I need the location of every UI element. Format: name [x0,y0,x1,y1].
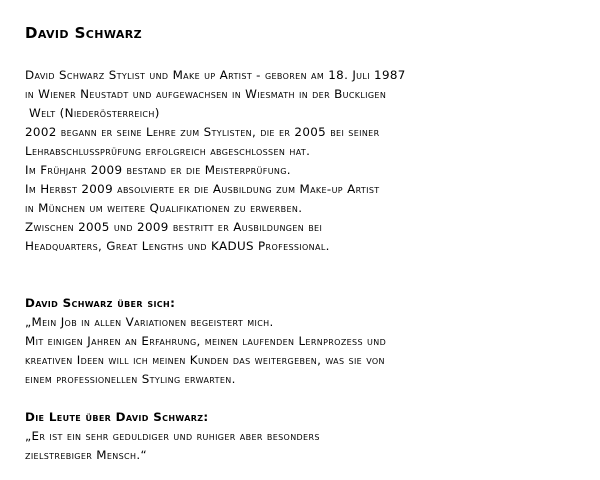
about-self-heading: David Schwarz über sich: [25,296,176,310]
biography-section [25,66,597,256]
spacer [25,389,597,408]
biography-line: Welt (Niederösterreich) [29,106,160,120]
quote-line: zielstrebiger Mensch.“ [25,448,147,462]
page-title: David Schwarz [25,24,143,42]
spacer [25,44,597,66]
others-about-heading: Die Leute über David Schwarz: [25,410,209,424]
biography-line: Headquarters, Great Lengths und KADUS Professional. [25,239,330,253]
biography-line: Im Herbst 2009 absolvierte er die Ausbildung zum Make-up Artist [25,182,380,196]
biography-line: in Wiener Neustadt und aufgewachsen in Wiesmath in der Buckligen [25,87,387,101]
biography-line: in München um weitere Qualifikationen zu erwerben. [25,201,303,215]
about-self-section [25,294,597,389]
biography-line: Lehrabschlussprüfung erfolgreich abgeschlossen hat. [25,144,311,158]
biography-line: Im Frühjahr 2009 bestand er die Meisterprüfung. [25,163,291,177]
biography-line: Zwischen 2005 und 2009 bestritt er Ausbildungen bei [25,220,323,234]
quote-line: „Mein Job in allen Variationen begeistert mich. [25,315,274,329]
others-about-section [25,408,597,465]
biography-line: David Schwarz Stylist und Make up Artist - geboren am 18. Juli 1987 [25,68,406,82]
spacer [25,256,597,294]
quote-line: einem professionellen Styling erwarten. [25,372,236,386]
quote-line: kreativen Ideen will ich meinen Kunden das weitergeben, was sie von [25,353,385,367]
content-area [25,22,597,465]
quote-line: Mit einigen Jahren an Erfahrung, meinen laufenden Lernprozess und [25,334,387,348]
biography-line: 2002 begann er seine Lehre zum Stylisten, die er 2005 bei seiner [25,125,380,139]
quote-line: „Er ist ein sehr geduldiger und ruhiger aber besonders [25,429,320,443]
